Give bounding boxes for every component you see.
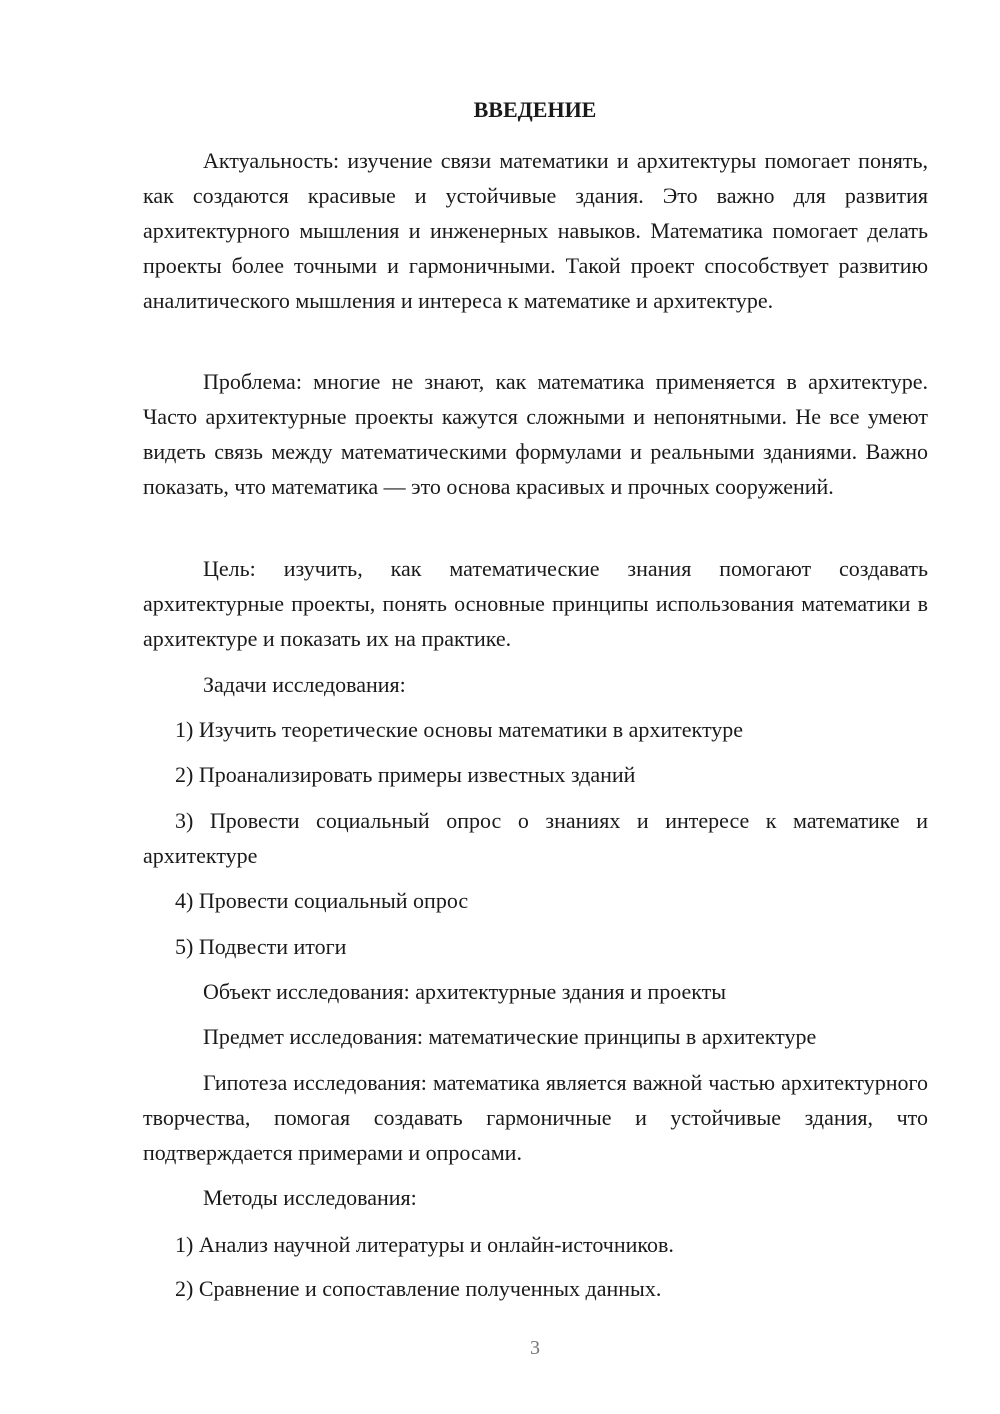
methods-heading: Методы исследования: (203, 1185, 417, 1210)
task-item: 5) Подвести итоги (175, 934, 347, 959)
goal-paragraph: Цель: изучить, как математические знания помогают создавать архитектурные проекты, понять основные принципы использования математики в архитектуре и показать их на практике. (143, 556, 928, 651)
hypothesis-paragraph: Гипотеза исследования: математика является важной частью архитектурного творчества, помогая создавать гармоничные и устойчивые здания, что подтверждается примерами и опросами. (143, 1070, 928, 1165)
page-number: 3 (530, 1337, 540, 1359)
research-subject: Предмет исследования: математические принципы в архитектуре (203, 1024, 817, 1049)
task-item: 2) Проанализировать примеры известных зданий (175, 762, 636, 787)
method-item: 1) Анализ научной литературы и онлайн-источников. (175, 1232, 674, 1257)
task-item: 1) Изучить теоретические основы математики в архитектуре (175, 717, 744, 742)
research-object: Объект исследования: архитектурные здания и проекты (203, 979, 727, 1004)
relevance-paragraph: Актуальность: изучение связи математики и архитектуры помогает понять, как создаются красивые и устойчивые здания. Это важно для развития архитектурного мышления и инженерных навыков. Математика помогает делать проекты более точными и гармоничными. Такой проект способствует развитию аналитического мышления и интереса к математике и архитектуре. (143, 148, 928, 313)
tasks-heading: Задачи исследования: (203, 672, 406, 697)
task-item: 3) Провести социальный опрос о знаниях и интересе к математике и архитектуре (143, 808, 928, 868)
page-title: ВВЕДЕНИЕ (473, 97, 597, 122)
problem-paragraph: Проблема: многие не знают, как математика применяется в архитектуре. Часто архитектурные проекты кажутся сложными и непонятными. Не все умеют видеть связь между математическими формулами и реальными зданиями. Важно показать, что математика — это основа красивых и прочных сооружений. (143, 369, 928, 499)
method-item: 2) Сравнение и сопоставление полученных данных. (175, 1276, 662, 1301)
task-item: 4) Провести социальный опрос (175, 888, 469, 913)
